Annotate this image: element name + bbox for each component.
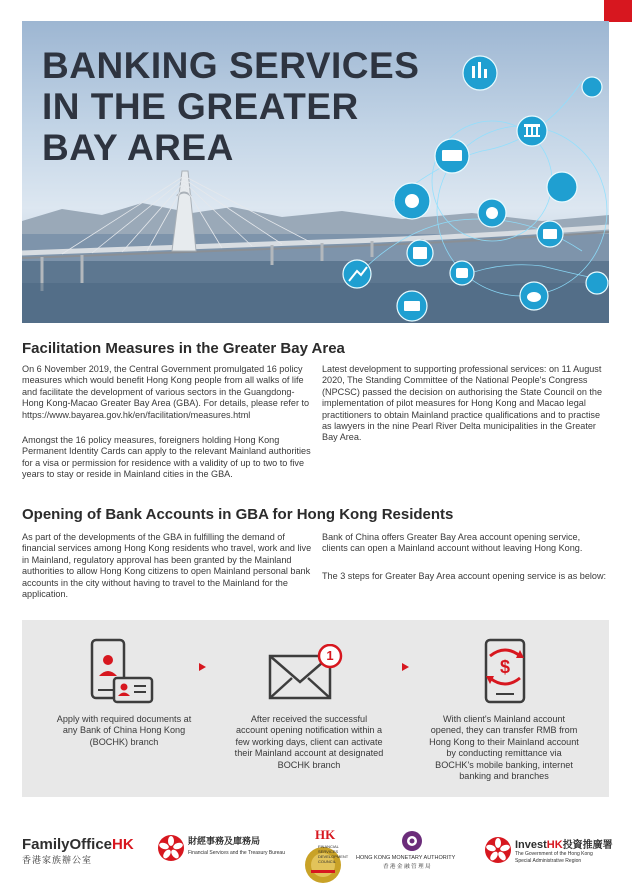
bank-accounts-paragraph-1: As part of the developments of the GBA in fulfilling the demand of financial services among Hong Kong residents who travel, work and live in Mainland, regulatory approval has been granted by the Mainland authorities to allow Hong Kong citizens to open Mainland personal bank accounts in the city without having to travel to the Mainland for the application. — [22, 532, 312, 600]
familyoffice-hk: HK — [112, 836, 134, 853]
section-heading-bank-accounts: Opening of Bank Accounts in GBA for Hong Kong Residents — [22, 506, 454, 523]
hkma-emblem-icon — [401, 830, 423, 852]
hkma-chinese-name: 香 港 金 融 管 理 局 — [383, 864, 431, 870]
fstb-english-name: Financial Services and the Treasury Bureau — [188, 850, 285, 856]
hero-title — [42, 45, 419, 168]
bauhinia-emblem-icon — [157, 834, 185, 862]
hero-title-line: IN THE GREATER — [42, 86, 359, 127]
corner-accent — [604, 0, 632, 22]
chevron-right-icon — [199, 663, 206, 671]
bauhinia-emblem-icon — [484, 836, 512, 864]
facilitation-paragraph-3: Latest development to supporting professional services: on 11 August 2020, The Standing Committee of the National People's Congress (NPCSC) passed the decision on authorising the State Council on the implementation of pilot measures for Hong Kong and Macao legal practitioners to obtain Mainland practice qualifications and to practise as lawyers in the nine Pearl River Delta municipalities in the Greater Bay Area. — [322, 364, 603, 443]
step-2-text: After received the successful account opening notification within a few working days, client can activate their Mainland account at designated BOCHK branch — [234, 714, 384, 770]
hero-banner — [22, 21, 609, 323]
investhk-chinese: 投資推廣署 — [562, 840, 613, 851]
facilitation-paragraph-1: On 6 November 2019, the Central Government promulgated 16 policy measures which would benefit Hong Kong people from all walks of life and facilitate the development of various sectors in the Guangdong-Hong Kong-Macao Greater Bay Area (GBA). For details, please refer to https://www.bayarea.gov.hk/en/facilitation/measures.html — [22, 364, 310, 420]
step-1-text: Apply with required documents at any Bank of China Hong Kong (BOCHK) branch — [56, 714, 192, 747]
step-3-text: With client's Mainland account opened, they can transfer RMB from Hong Kong to their Mainland account by conducting remittance via BOCHK's mobile banking, internet banking and branches — [429, 714, 579, 782]
fstb-chinese-name: 財經事務及庫務局 — [188, 836, 261, 846]
phone-transfer-icon — [472, 638, 542, 708]
fsdc-line: FINANCIAL — [318, 844, 339, 849]
investhk-hk: HK — [546, 839, 563, 851]
fsdc-line: DEVELOPMENT — [318, 854, 349, 859]
investhk-logo — [515, 836, 613, 851]
section-heading-facilitation: Facilitation Measures in the Greater Bay Area — [22, 340, 345, 357]
notification-badge: 1 — [326, 648, 334, 663]
fsdc-line: SERVICES — [318, 849, 339, 854]
svg-text:$: $ — [499, 657, 511, 677]
investhk-subtitle-1: The Government of the Hong Kong — [515, 851, 593, 857]
hero-title-line: BAY AREA — [42, 127, 234, 168]
chevron-right-icon — [402, 663, 409, 671]
facilitation-paragraph-2: Amongst the 16 policy measures, foreigners holding Hong Kong Permanent Identity Cards can apply to the relevant Mainland authorities for a visa or permission for residence with a validity of up to two to five years to stay or reside in Mainland cities in the GBA. — [22, 435, 311, 480]
steps-panel — [22, 620, 609, 797]
fsdc-line: COUNCIL — [318, 859, 337, 864]
familyoffice-wordmark: FamilyOffice — [22, 836, 113, 853]
hero-title-line: BANKING SERVICES — [42, 45, 420, 86]
investhk-invest: Invest — [515, 839, 547, 851]
bank-accounts-paragraph-2: Bank of China offers Greater Bay Area account opening service, clients can open a Mainland account without leaving Hong Kong. — [322, 532, 583, 554]
footer-logos — [0, 822, 632, 892]
familyoffice-chinese: 香港家族辦公室 — [22, 855, 93, 865]
hkma-english-name: HONG KONG MONETARY AUTHORITY — [356, 855, 456, 861]
bank-accounts-paragraph-3: The 3 steps for Greater Bay Area account opening service is as below: — [322, 571, 607, 581]
phone-id-card-icon — [86, 638, 156, 708]
investhk-subtitle-2: Special Administrative Region — [515, 858, 582, 864]
fsdc-hk: HK — [315, 827, 336, 842]
